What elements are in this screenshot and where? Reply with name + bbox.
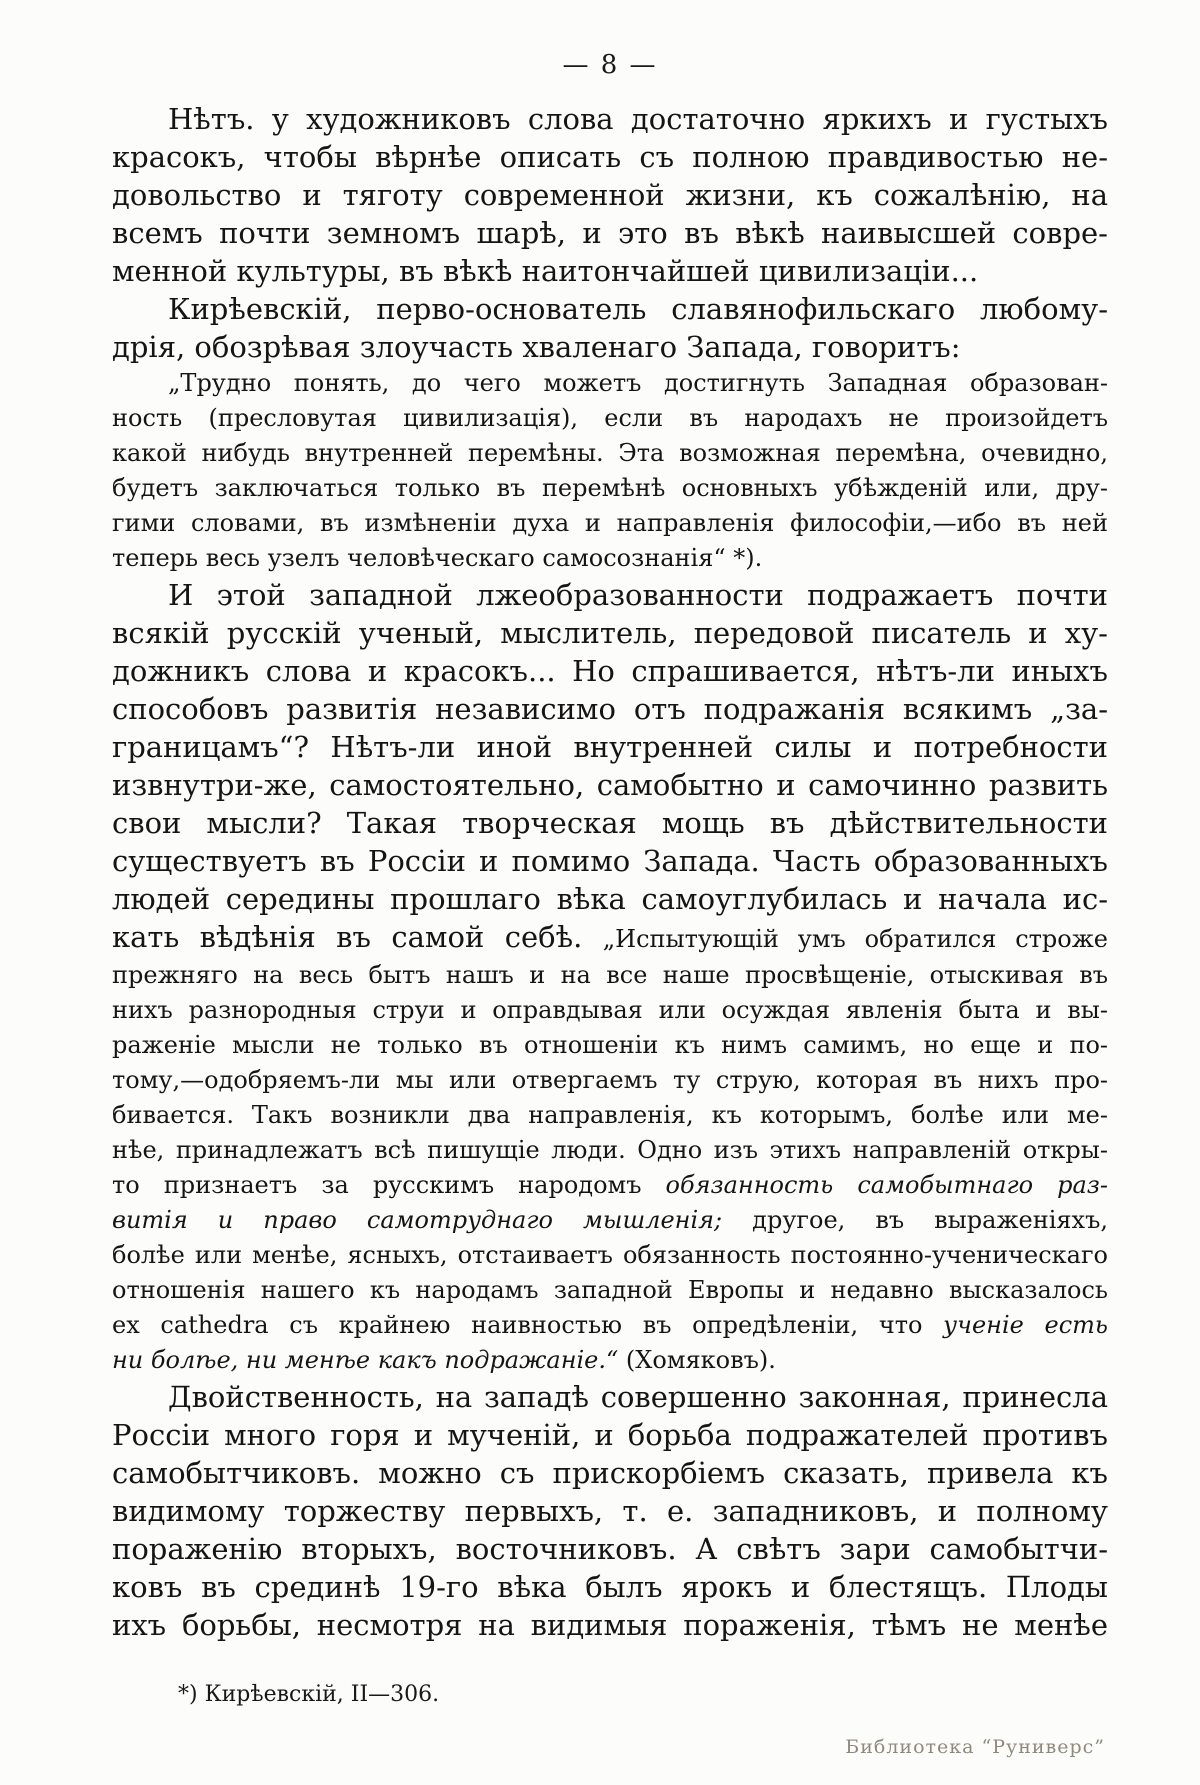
- text-segment: дожникъ слова и красокъ... Но спрашивается, нѣтъ-ли иныхъ: [112, 654, 1108, 688]
- text-segment: какой нибудь внутренней перемѣны. Эта возможная перемѣна, очевидно,: [112, 439, 1108, 467]
- text-line: [112, 176, 1108, 214]
- text-segment: людей середины прошлаго вѣка самоуглубилась и начала ис-: [112, 882, 1108, 916]
- text-segment: другое, въ выраженіяхъ,: [722, 1206, 1108, 1234]
- text-line: [112, 290, 1108, 328]
- text-segment: Двойственность, на западѣ совершенно законная, принесла: [168, 1380, 1108, 1414]
- text-line: [112, 1273, 1108, 1308]
- text-segment: болѣе или менѣе, ясныхъ, отстаиваетъ обязанность постоянно-ученическаго: [112, 1241, 1108, 1269]
- library-watermark: Библиотека “Руниверс”: [845, 1736, 1105, 1758]
- text-segment: прежняго на весь бытъ нашъ и на все наше просвѣщеніе, отыскивая въ: [112, 961, 1108, 989]
- text-line: [112, 214, 1108, 252]
- text-segment: отношенія нашего къ народамъ западной Европы и недавно высказалось: [112, 1276, 1108, 1304]
- text-segment: „Трудно понять, до чего можетъ достигнуть Западная образован-: [168, 369, 1108, 397]
- text-segment: способовъ развитія независимо отъ подражанія всякимъ „за-: [112, 692, 1108, 726]
- text-segment: ученіе есть: [943, 1311, 1108, 1339]
- text-line: [112, 614, 1108, 652]
- text-segment: ни болѣе, ни менѣе какъ подражаніе.“: [112, 1346, 619, 1374]
- text-segment: гими словами, въ измѣненіи духа и направленія философіи,—ибо въ ней: [112, 509, 1108, 537]
- text-segment: И этой западной лжеобразованности подражаетъ почти: [168, 578, 1108, 612]
- text-line: [112, 1168, 1108, 1203]
- footnote: *) Кирѣевскій, II—306.: [178, 1682, 440, 1707]
- text-segment: тому,—одобряемъ-ли мы или отвергаемъ ту струю, которая въ нихъ про-: [112, 1066, 1108, 1094]
- text-line: [112, 1416, 1108, 1454]
- text-line: [112, 842, 1108, 880]
- text-line: [112, 993, 1108, 1028]
- text-line: [112, 138, 1108, 176]
- text-segment: будетъ заключаться только въ перемѣнѣ основныхъ убѣжденій или, дру-: [112, 474, 1108, 502]
- text-line: [112, 1530, 1108, 1568]
- text-segment: видимому торжеству первыхъ, т. е. западниковъ, и полному: [112, 1494, 1108, 1528]
- text-line: [112, 958, 1108, 993]
- text-line: [112, 1238, 1108, 1273]
- text-segment: свои мысли? Такая творческая мощь въ дѣйствительности: [112, 806, 1108, 840]
- text-segment: то признаетъ за русскимъ народомъ: [112, 1171, 666, 1199]
- text-line: [112, 1308, 1108, 1343]
- text-line: [112, 880, 1108, 918]
- text-line: [112, 100, 1108, 138]
- text-line: [112, 1606, 1108, 1644]
- text-segment: извнутри-же, самостоятельно, самобытно и самочинно развить: [112, 768, 1108, 802]
- text-line: [112, 652, 1108, 690]
- text-line: [112, 804, 1108, 842]
- text-segment: всякій русскій ученый, мыслитель, передовой писатель и ху-: [112, 616, 1108, 650]
- text-segment: самобытчиковъ. можно съ прискорбіемъ сказать, привела къ: [112, 1456, 1108, 1490]
- text-line: [112, 1454, 1108, 1492]
- text-line: [112, 690, 1108, 728]
- text-line: [112, 728, 1108, 766]
- text-line: [112, 576, 1108, 614]
- text-segment: теперь весь узелъ человѣческаго самосознанія“ *).: [112, 544, 763, 572]
- paragraph: [112, 366, 1108, 576]
- text-line: [112, 918, 1108, 958]
- page-number: — 8 —: [562, 50, 658, 80]
- text-block: [112, 100, 1108, 1644]
- text-segment: нихъ разнородныя струи и оправдывая или осуждая явленія быта и вы-: [112, 996, 1108, 1024]
- text-segment: (Хомяковъ).: [618, 1346, 776, 1374]
- paragraph: [112, 576, 1108, 1378]
- text-segment: ихъ борьбы, несмотря на видимыя пораженія, тѣмъ не менѣе: [112, 1608, 1108, 1642]
- text-line: [112, 252, 1108, 290]
- text-line: [112, 1028, 1108, 1063]
- text-line: [112, 766, 1108, 804]
- text-line: [112, 366, 1108, 401]
- text-segment: „Испытующій умъ обратился строже: [602, 925, 1109, 953]
- text-segment: пораженію вторыхъ, восточниковъ. А свѣтъ зари самобытчи-: [112, 1532, 1108, 1566]
- text-line: [112, 436, 1108, 471]
- text-segment: довольство и тяготу современной жизни, къ сожалѣнію, на: [112, 178, 1108, 212]
- text-line: [112, 1568, 1108, 1606]
- text-line: [112, 1203, 1108, 1238]
- text-segment: кать вѣдѣнія въ самой себѣ.: [112, 920, 603, 954]
- text-segment: ex cathedra съ крайнею наивностью въ опредѣленіи, что: [112, 1311, 944, 1339]
- paragraph: [112, 100, 1108, 290]
- text-line: [112, 506, 1108, 541]
- text-segment: бивается. Такъ возникли два направленія, къ которымъ, болѣе или ме-: [112, 1101, 1108, 1129]
- text-segment: границамъ“? Нѣтъ-ли иной внутренней силы и потребности: [112, 730, 1108, 764]
- paragraph: [112, 1378, 1108, 1644]
- text-line: [112, 1098, 1108, 1133]
- text-segment: раженіе мысли не только въ отношеніи къ нимъ самимъ, но еще и по-: [112, 1031, 1108, 1059]
- text-segment: всемъ почти земномъ шарѣ, и это въ вѣкѣ наивысшей совре-: [112, 216, 1108, 250]
- text-segment: дрія, обозрѣвая злоучасть хваленаго Запада, говоритъ:: [112, 330, 961, 364]
- text-segment: существуетъ въ Россіи и помимо Запада. Часть образованныхъ: [112, 844, 1108, 878]
- text-segment: витія и право самотруднаго мышленія;: [112, 1206, 723, 1234]
- text-segment: обязанность самобытнаго раз-: [665, 1171, 1108, 1199]
- text-line: [112, 1378, 1108, 1416]
- text-segment: Кирѣевскій, перво-основатель славянофильскаго любому-: [168, 292, 1108, 326]
- text-segment: Нѣтъ. у художниковъ слова достаточно яркихъ и густыхъ: [168, 102, 1108, 136]
- text-segment: красокъ, чтобы вѣрнѣе описать съ полною правдивостью не-: [112, 140, 1108, 174]
- paragraph: [112, 290, 1108, 366]
- text-line: [112, 471, 1108, 506]
- text-segment: ковъ въ срединѣ 19-го вѣка былъ ярокъ и блестящъ. Плоды: [112, 1570, 1108, 1604]
- text-line: [112, 1343, 1108, 1378]
- text-segment: менной культуры, въ вѣкѣ наитончайшей цивилизаціи...: [112, 254, 979, 288]
- text-line: [112, 1133, 1108, 1168]
- text-line: [112, 401, 1108, 436]
- text-segment: ность (пресловутая цивилизація), если въ народахъ не произойдетъ: [112, 404, 1108, 432]
- text-line: [112, 1063, 1108, 1098]
- text-segment: нѣе, принадлежатъ всѣ пишущіе люди. Одно изъ этихъ направленій откры-: [112, 1136, 1108, 1164]
- text-line: [112, 328, 1108, 366]
- text-segment: Россіи много горя и мученій, и борьба подражателей противъ: [112, 1418, 1108, 1452]
- text-line: [112, 541, 1108, 576]
- text-line: [112, 1492, 1108, 1530]
